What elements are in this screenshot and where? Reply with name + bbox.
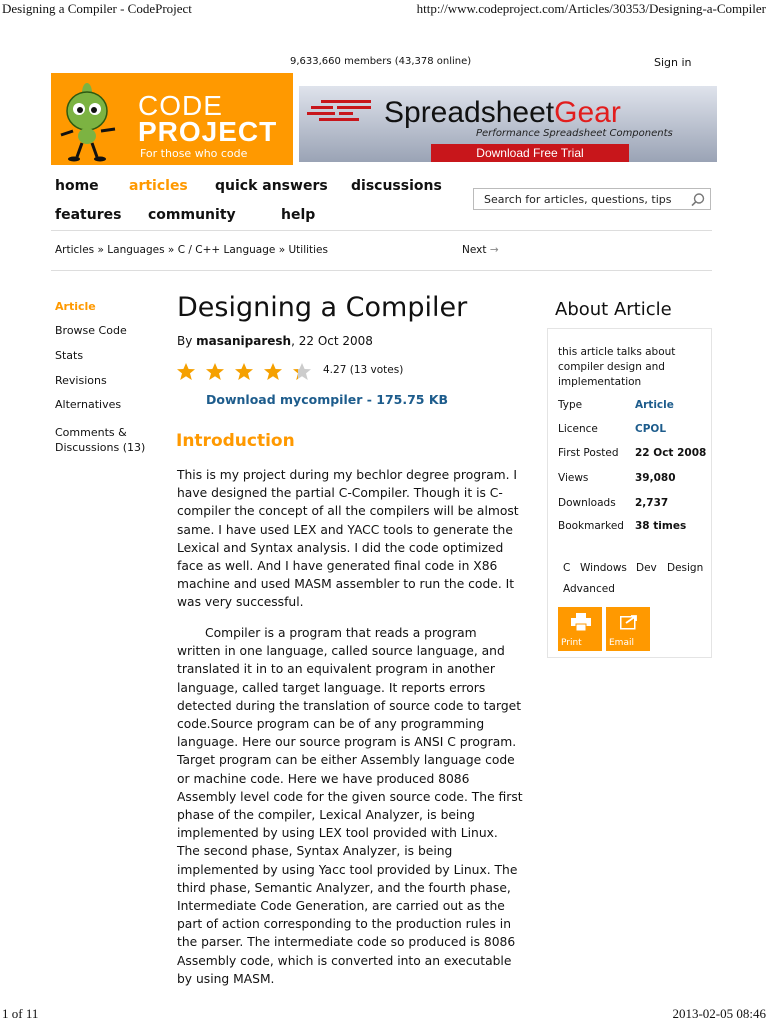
info-bookmarked-label: Bookmarked	[558, 520, 624, 532]
nav-divider	[51, 230, 712, 231]
info-licence-label: Licence	[558, 423, 598, 435]
logo-tagline: For those who code	[140, 147, 248, 160]
section-heading-introduction: Introduction	[176, 431, 295, 451]
article-description: this article talks about compiler design and implementation	[558, 346, 676, 388]
article-title: Designing a Compiler	[177, 292, 468, 323]
nav-quick-answers[interactable]: quick answers	[215, 178, 328, 194]
info-first-posted-value: 22 Oct 2008	[635, 447, 707, 459]
info-downloads-value: 2,737	[635, 497, 669, 509]
nav-features[interactable]: features	[55, 207, 122, 223]
arrow-right-icon: →	[489, 244, 499, 256]
sign-in-link[interactable]: Sign in	[654, 56, 692, 69]
sidebar-item-revisions[interactable]: Revisions	[55, 374, 107, 387]
download-source-link[interactable]: Download mycompiler - 175.75 KB	[206, 392, 449, 407]
banner-subtitle: Performance Spreadsheet Components	[476, 128, 673, 139]
rating-text: 4.27 (13 votes)	[323, 364, 404, 376]
share-email-icon	[620, 613, 640, 631]
rating-star-icon[interactable]	[292, 362, 312, 382]
info-first-posted-label: First Posted	[558, 447, 619, 459]
tag-windows[interactable]: Windows	[580, 562, 627, 574]
nav-discussions[interactable]: discussions	[351, 178, 442, 194]
rating-star-icon[interactable]	[263, 362, 283, 382]
info-views-value: 39,080	[635, 472, 676, 484]
logo-text-project: PROJECT	[138, 116, 278, 147]
nav-articles[interactable]: articles	[129, 178, 188, 194]
printer-icon	[571, 613, 591, 631]
bob-mascot-icon	[51, 73, 143, 165]
breadcrumb: Articles » Languages » C / C++ Language » Utilities	[55, 244, 328, 256]
rating-star-icon[interactable]	[176, 362, 196, 382]
article-paragraph-1: This is my project during my bechlor degree program. I have designed the partial C-Compiler. Though it is C-compiler the concept of all the compilers will be almost same. I have used LEX and YACC tools to generate the Lexical and Syntax analysis. I did the code optimized face as well. And I have generated final code in X86 machine and used MASM assembler to run the code. It was very successful.	[177, 468, 519, 610]
tag-c[interactable]: C	[563, 562, 571, 574]
info-type-value[interactable]: Article	[635, 399, 674, 411]
nav-home[interactable]: home	[55, 178, 99, 194]
tag-advanced[interactable]: Advanced	[563, 583, 615, 595]
print-button[interactable]: Print	[558, 607, 602, 651]
member-count: 9,633,660 members (43,378 online)	[290, 56, 472, 67]
download-free-trial-button[interactable]: Download Free Trial	[431, 144, 629, 162]
print-page-number: 1 of 11	[2, 1006, 39, 1021]
info-views-label: Views	[558, 472, 589, 484]
breadcrumb-languages[interactable]: Languages	[107, 244, 165, 256]
rating-star-icon[interactable]	[205, 362, 225, 382]
next-article-link[interactable]: Next →	[462, 244, 499, 256]
search-input[interactable]	[473, 188, 711, 210]
sidebar-item-comments[interactable]: Comments & Discussions (13)	[55, 426, 146, 454]
nav-help[interactable]: help	[281, 207, 316, 223]
tag-design[interactable]: Design	[667, 562, 704, 574]
sidebar-item-alternatives[interactable]: Alternatives	[55, 398, 122, 411]
breadcrumb-divider	[51, 270, 712, 271]
info-downloads-label: Downloads	[558, 497, 616, 509]
info-licence-value[interactable]: CPOL	[635, 423, 667, 435]
nav-community[interactable]: community	[148, 207, 236, 223]
breadcrumb-c-cpp[interactable]: C / C++ Language	[177, 244, 276, 256]
author-link[interactable]: masaniparesh	[196, 334, 292, 348]
print-page-title: Designing a Compiler - CodeProject	[2, 1, 192, 16]
tag-dev[interactable]: Dev	[636, 562, 657, 574]
info-type-label: Type	[558, 399, 583, 411]
about-article-heading: About Article	[555, 299, 672, 320]
sidebar-item-browse-code[interactable]: Browse Code	[55, 324, 127, 337]
print-page-url: http://www.codeproject.com/Articles/30353/Designing-a-Compiler	[416, 1, 766, 16]
email-button[interactable]: Email	[606, 607, 650, 651]
article-paragraph-2: Compiler is a program that reads a program written in one language, called source language, and translated it in to an equivalent program in another language, called target language. It reports errors detected during the translation of source code to target code.Source program can be of any programming language. Here our source program is ANSI C program. Target program can be either Assembly language code or machine code. Here we have produced 8086 Assembly level code for the given source code. The first phase of the compiler, Lexical Analyzer, is being implemented by using LEX tool provided with Linux. The second phase, Syntax Analyzer, is being implemented by using Yacc tool provided by Linux. The third phase, Semantic Analyzer, and the fourth phase, Intermediate Code Generation, are carried out as the part of action corresponding to the production rules in the parser. The intermediate code so produced is 8086 Assembly code, which is converted into an executable by using MASM.	[177, 626, 523, 986]
search-icon[interactable]	[690, 192, 706, 208]
banner-brand: SpreadsheetGear	[384, 96, 621, 129]
breadcrumb-articles[interactable]: Articles	[55, 244, 95, 256]
sidebar-item-article[interactable]: Article	[55, 300, 96, 313]
breadcrumb-utilities[interactable]: Utilities	[288, 244, 328, 256]
spreadsheetgear-logo-icon	[307, 98, 377, 124]
byline: By masaniparesh, 22 Oct 2008	[177, 334, 373, 348]
print-date: 2013-02-05 08:46	[672, 1006, 766, 1021]
info-bookmarked-value: 38 times	[635, 520, 687, 532]
rating-star-icon[interactable]	[234, 362, 254, 382]
sidebar-item-stats[interactable]: Stats	[55, 349, 84, 362]
logo-text-code: CODE	[138, 90, 223, 121]
rating-stars[interactable]	[176, 362, 321, 386]
